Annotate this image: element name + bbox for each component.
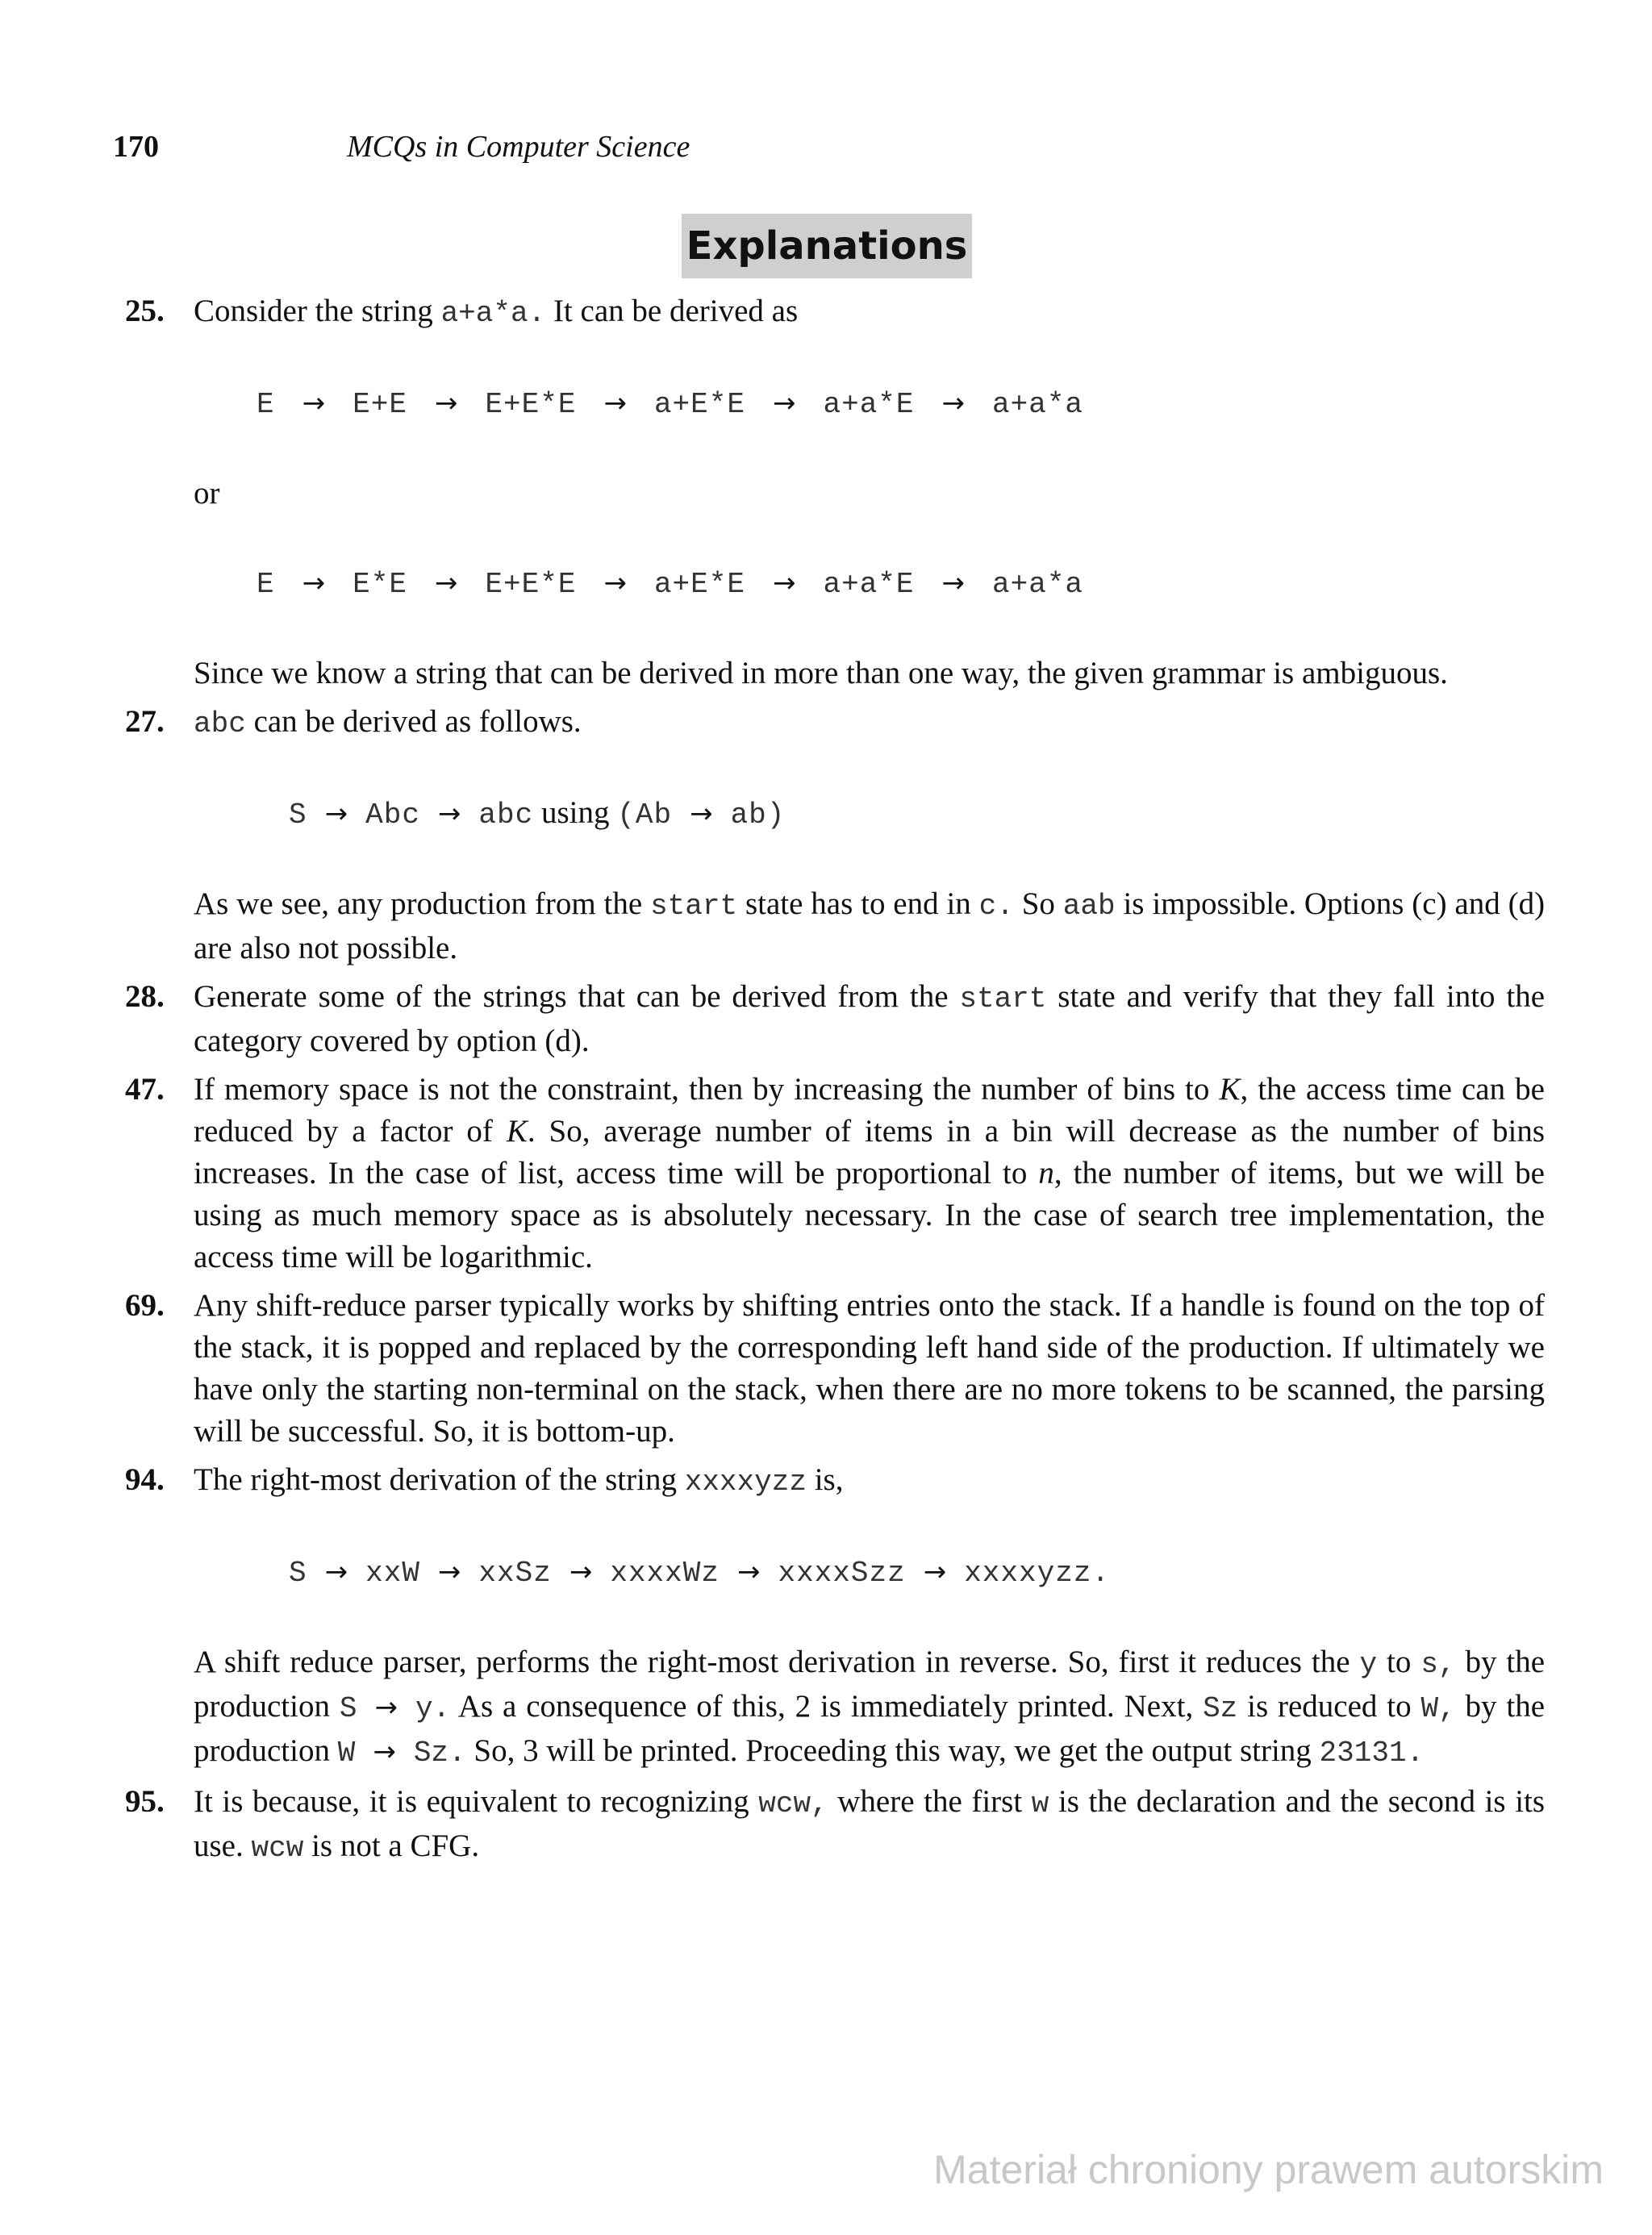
arrow-icon: →	[434, 387, 458, 419]
explanations-list	[125, 290, 1545, 1876]
entry-text	[194, 290, 1545, 335]
text-run: state and verify that they fall into the category covered by option (d).	[194, 979, 1546, 1058]
derivation-step: a+a*a	[992, 388, 1084, 421]
text-run: is,	[814, 1462, 844, 1497]
code-run: start	[650, 890, 738, 923]
derivation-step: E+E*E	[485, 388, 577, 421]
arrow-icon: →	[603, 387, 627, 419]
text-run: It is because, it is equivalent to recognizing	[194, 1784, 749, 1819]
code-run: Sz	[1203, 1692, 1238, 1725]
derivation-step: S	[289, 1557, 307, 1590]
text-run: As we see, any production from the	[194, 886, 643, 921]
arrow-icon: →	[569, 1556, 593, 1588]
explanation-95	[125, 1781, 1545, 1870]
derivation-step: E	[257, 388, 275, 421]
arrow-icon: →	[373, 1736, 396, 1768]
derivation-step: abc	[478, 799, 534, 832]
entry-text	[194, 1641, 1545, 1774]
section-title: Explanations	[682, 214, 972, 278]
code-run: a+a*a.	[440, 297, 546, 330]
math-var: n	[1038, 1156, 1054, 1190]
code-run: start	[959, 982, 1047, 1015]
derivation-step: xxW	[365, 1557, 420, 1590]
derivation-step: E*E	[353, 568, 407, 601]
derivation-step: xxxxWz	[610, 1557, 720, 1590]
text-run: . So, average number of items in a bin will decrease as the number of bins increases. In the case of list, access time will be proportional to	[194, 1114, 1545, 1190]
code-run: abc	[194, 707, 246, 740]
arrow-icon: →	[772, 387, 796, 419]
text-run: Consider the string	[194, 294, 433, 328]
text-run: So	[1021, 886, 1055, 921]
arrow-icon: →	[923, 1556, 947, 1588]
derivation-step: E+E	[353, 388, 407, 421]
running-title: MCQs in Computer Science	[347, 130, 690, 164]
arrow-icon: →	[434, 567, 458, 599]
derivation-step: a+a*E	[823, 568, 915, 601]
derivation-1	[194, 1508, 1545, 1637]
derivation-1	[194, 340, 1545, 468]
derivation-1	[194, 750, 1545, 878]
explanation-27	[125, 701, 1545, 969]
entry-text	[194, 701, 1545, 745]
code-run: S	[339, 1692, 357, 1725]
derivation-step: a+a*a	[992, 568, 1084, 601]
entry-text: Since we know a string that can be derived in more than one way, the given grammar is ambiguous.	[194, 656, 1448, 690]
code-run: w	[1031, 1787, 1049, 1820]
arrow-icon: →	[772, 567, 796, 599]
entry-text	[194, 976, 1545, 1062]
entry-number: 69.	[125, 1288, 165, 1323]
entry-number: 47.	[125, 1072, 165, 1107]
entry-number: 25.	[125, 294, 165, 328]
arrow-icon: →	[302, 567, 326, 599]
code-run: wcw,	[758, 1787, 828, 1820]
text-run: The right-most derivation of the string	[194, 1462, 677, 1497]
code-run: (Ab	[617, 799, 673, 832]
text-run: It can be derived as	[553, 294, 799, 328]
explanation-47	[125, 1069, 1545, 1278]
entry-number: 28.	[125, 979, 165, 1014]
page-number: 170	[113, 130, 159, 164]
code-run: y.	[415, 1692, 451, 1725]
text-run: If memory space is not the constraint, then by increasing the number of bins to	[194, 1072, 1210, 1107]
math-var: K	[1219, 1072, 1241, 1107]
explanation-94	[125, 1459, 1545, 1774]
derivation-step: S	[289, 799, 307, 832]
text-run: by the production	[194, 1689, 1546, 1768]
text-run: , the access time can be reduced by a factor of	[194, 1072, 1545, 1149]
derivation-step: E	[257, 568, 275, 601]
arrow-icon: →	[324, 798, 348, 830]
arrow-icon: →	[324, 1556, 348, 1588]
derivation-2	[194, 519, 1545, 648]
arrow-icon: →	[374, 1691, 398, 1724]
derivation-step: a+E*E	[653, 388, 745, 421]
text-run: using	[540, 795, 610, 830]
text-run: is the declaration and the second is its use.	[194, 1784, 1546, 1863]
text-run: As a consequence of this, 2 is immediately printed. Next,	[457, 1689, 1194, 1724]
arrow-icon: →	[603, 567, 627, 599]
entry-text: Any shift-reduce parser typically works by shifting entries onto the stack. If a handle is found on the top of the stack, it is popped and replaced by the corresponding left hand side of the production. If ultimately we have only the starting non-terminal on the stack, when there are no more tokens to be scanned, the parsing will be successful. So, it is bottom-up.	[194, 1288, 1545, 1449]
code-run: ab)	[730, 799, 786, 832]
arrow-icon: →	[690, 798, 713, 830]
text-run: is reduced to	[1247, 1689, 1412, 1724]
derivation-step: xxxxyzz.	[964, 1557, 1111, 1590]
page-header	[113, 129, 690, 177]
text-run: state has to end in	[745, 886, 971, 921]
copyright-watermark: Materiał chroniony prawem autorskim	[933, 2147, 1604, 2192]
explanation-69	[125, 1285, 1545, 1453]
code-run: c.	[978, 890, 1014, 923]
code-run: W,	[1420, 1692, 1456, 1725]
arrow-icon: →	[941, 387, 966, 419]
entry-text	[194, 1459, 1545, 1503]
arrow-icon: →	[736, 1556, 761, 1588]
derivation-step: xxxxSzz	[778, 1557, 906, 1590]
text-run: can be derived as follows.	[253, 704, 582, 739]
text-run: Generate some of the strings that can be derived from the	[194, 979, 949, 1014]
arrow-icon: →	[437, 798, 461, 830]
code-run: Sz.	[413, 1737, 466, 1770]
entry-text	[194, 1069, 1545, 1278]
text-run: where the first	[837, 1784, 1023, 1819]
or-text: or	[194, 476, 220, 511]
text-run: So, 3 will be printed. Proceeding this way, we get the output string	[473, 1733, 1312, 1768]
code-run: aab	[1062, 890, 1116, 923]
code-run: W	[337, 1737, 356, 1770]
entry-text	[194, 1781, 1545, 1870]
text-run: is not a CFG.	[311, 1828, 480, 1863]
code-run: 23131.	[1319, 1737, 1425, 1770]
text-run: A shift reduce parser, performs the right-most derivation in reverse. So, first it reduces the	[194, 1645, 1350, 1679]
text-run: , the number of items, but we will be using as much memory space as is absolutely necessary. In the case of search tree implementation, the access time will be logarithmic.	[194, 1156, 1545, 1274]
code-run: y	[1359, 1648, 1378, 1681]
entry-number: 27.	[125, 704, 165, 739]
derivation-step: E+E*E	[485, 568, 577, 601]
text-run: by the production	[194, 1645, 1546, 1724]
code-run: s,	[1420, 1648, 1456, 1681]
derivation-step: xxSz	[478, 1557, 552, 1590]
arrow-icon: →	[437, 1556, 461, 1588]
code-run: xxxxyzz	[684, 1466, 807, 1499]
explanation-28	[125, 976, 1545, 1062]
math-var: K	[506, 1114, 528, 1149]
arrow-icon: →	[302, 387, 326, 419]
explanation-25	[125, 290, 1545, 694]
entry-text	[194, 883, 1545, 969]
derivation-step: Abc	[365, 799, 420, 832]
derivation-step: a+E*E	[653, 568, 745, 601]
text-run: is impossible. Options (c) and (d) are also not possible.	[194, 886, 1546, 965]
entry-number: 95.	[125, 1784, 165, 1819]
entry-number: 94.	[125, 1462, 165, 1497]
arrow-icon: →	[941, 567, 966, 599]
derivation-step: a+a*E	[823, 388, 915, 421]
code-run: wcw	[251, 1832, 304, 1865]
text-run: to	[1387, 1645, 1412, 1679]
